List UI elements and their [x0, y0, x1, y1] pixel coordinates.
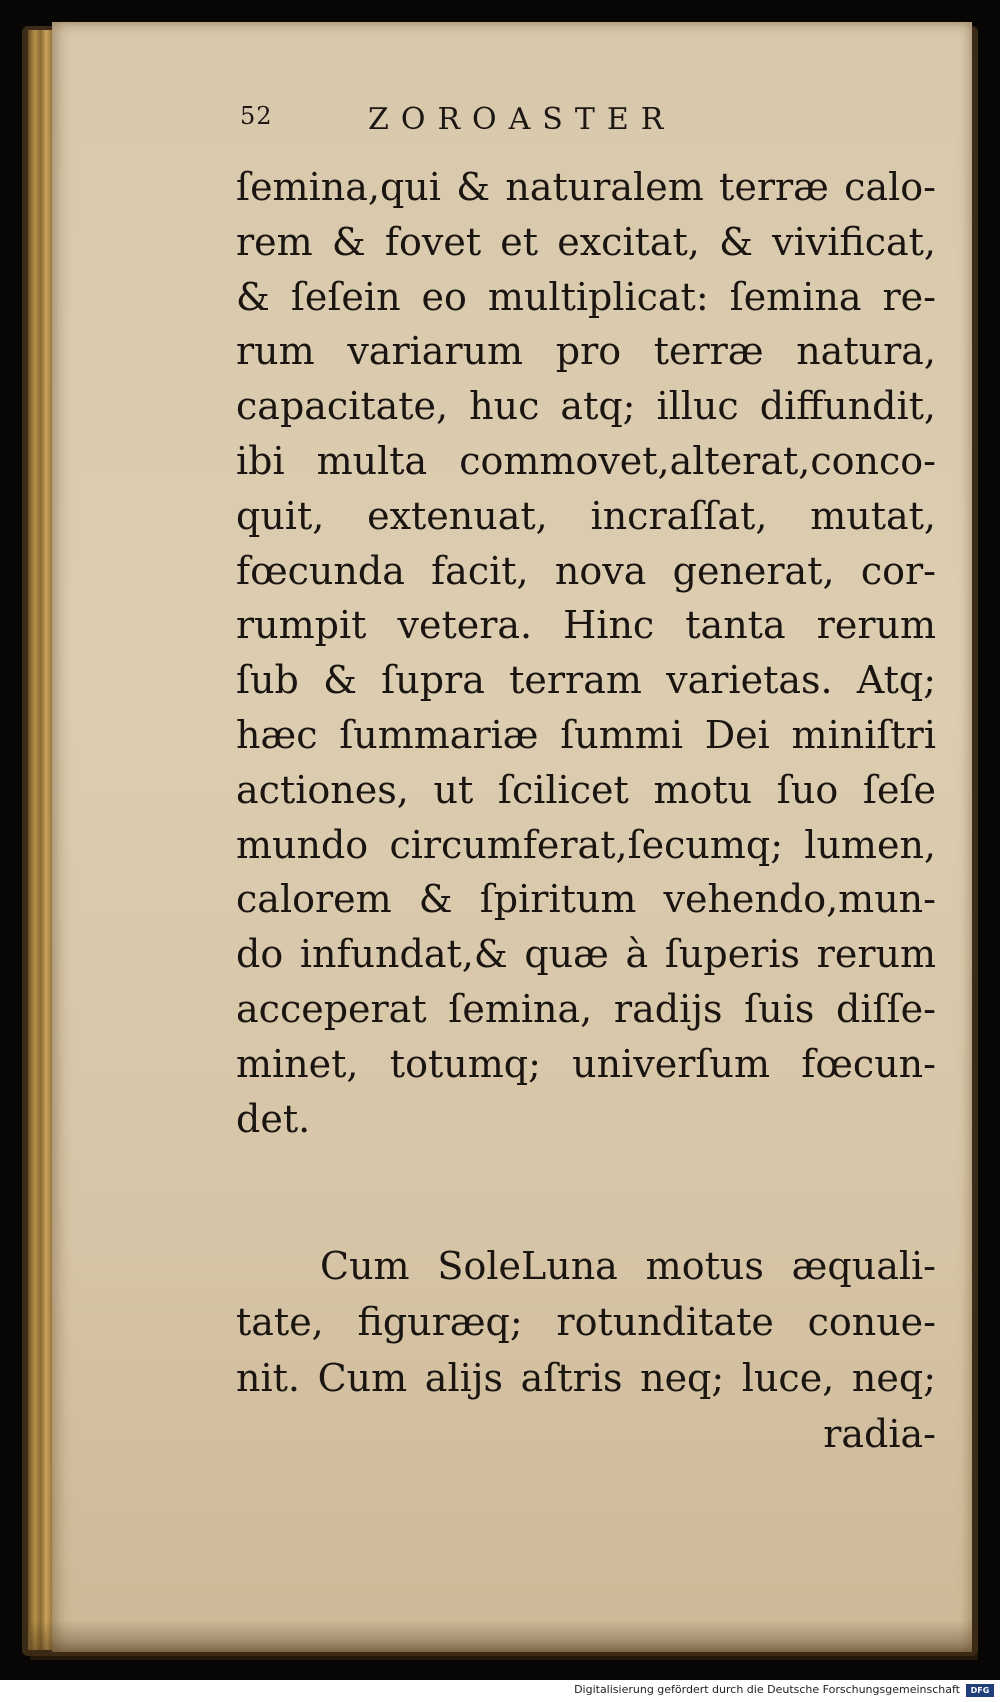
text-line: det. — [236, 1096, 311, 1141]
text-line: ſemina,qui & naturalem terræ calo- — [236, 165, 936, 209]
text-line: actiones, ut ſcilicet motu ſuo ſeſe — [236, 767, 936, 812]
text-line: minet, totumq; univerſum fœcun- — [236, 1041, 936, 1086]
main-paragraph — [236, 160, 936, 1146]
running-title: ZOROASTER — [368, 102, 676, 137]
text-line: do infundat,& quæ à ſuperis rerum — [236, 932, 936, 977]
dfg-logo-icon: DFG — [966, 1684, 994, 1697]
catchword: radia- — [823, 1412, 936, 1456]
page-number: 52 — [240, 102, 273, 130]
text-line: mundo circumferat,ſecumq; lumen, — [236, 822, 936, 867]
second-paragraph — [236, 1238, 936, 1462]
text-line: & ſeſein eo multiplicat: ſemina re- — [236, 274, 936, 319]
text-line: quit, extenuat, incraſſat, mutat, — [236, 493, 936, 538]
footer-bar — [0, 1680, 1000, 1702]
text-line: fœcunda facit, nova generat, cor- — [236, 548, 936, 593]
text-line: tate, figuræq; rotunditate conue- — [236, 1300, 936, 1344]
text-line: hæc ſummariæ ſummi Dei miniſtri — [236, 712, 936, 757]
text-line: ibi multa commovet,alterat,conco- — [236, 438, 936, 483]
text-line: rum variarum pro terræ natura, — [236, 329, 936, 374]
text-line: Cum SoleLuna motus æquali- — [320, 1244, 936, 1288]
text-line: acceperat ſemina, radijs ſuis diſſe- — [236, 986, 936, 1031]
text-line: calorem & ſpiritum vehendo,mun- — [236, 877, 936, 922]
text-line: rumpit vetera. Hinc tanta rerum — [236, 603, 936, 648]
page-bottom-shadow — [30, 1620, 978, 1660]
text-line: capacitate, huc atq; illuc diffundit, — [236, 384, 936, 429]
text-line: ſub & ſupra terram varietas. Atq; — [236, 658, 936, 703]
text-line: rem & fovet et excitat, & vivificat, — [236, 219, 936, 264]
text-line: nit. Cum alijs aſtris neq; luce, neq; — [236, 1356, 936, 1400]
funding-credit: Digitalisierung gefördert durch die Deutsche Forschungsgemeinschaft — [574, 1683, 960, 1696]
